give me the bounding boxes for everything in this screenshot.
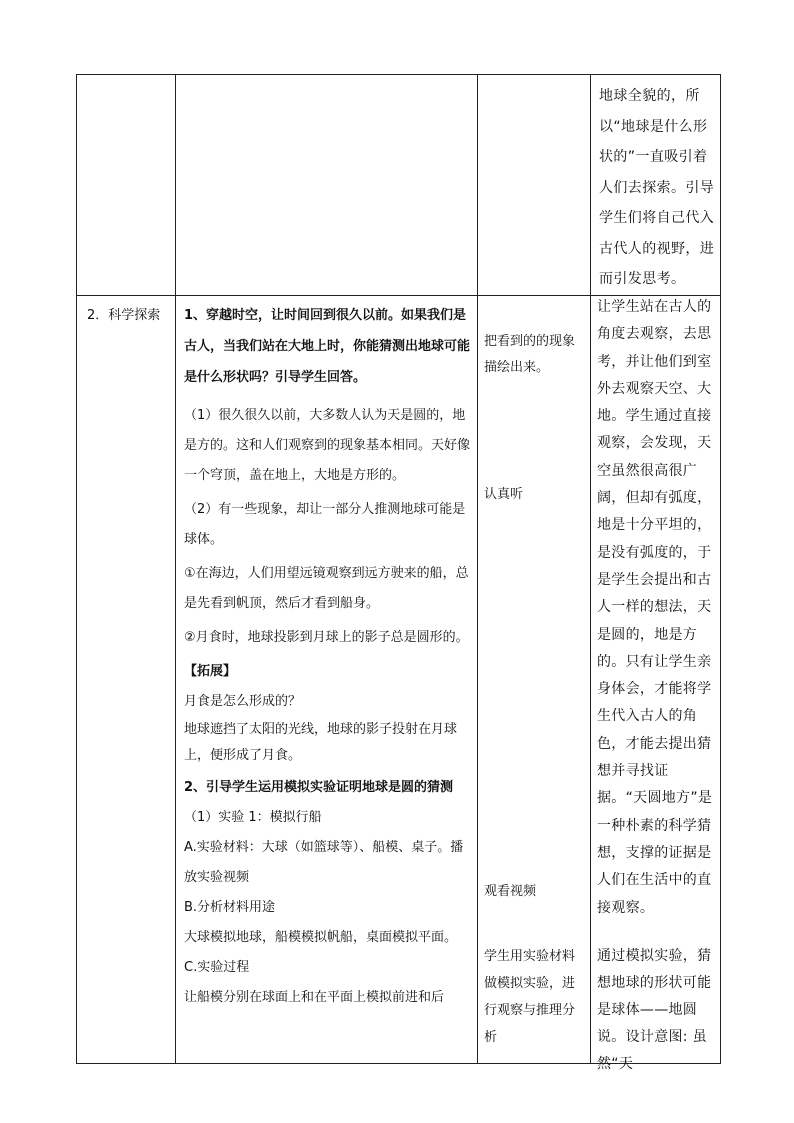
design-intent-cell bbox=[591, 296, 721, 1072]
design-intent-text: 地球全貌的，所以“地球是什么形状的”一直吸引着人们去探索。引导学生们将自己代入古代人的视野，进而引发思考。 bbox=[599, 88, 715, 287]
question-1: 1、穿越时空，让时间回到很久以前。如果我们是古人，当我们站在大地上时，你能猜测出地球可能是什么形状吗？引导学生回答。 bbox=[184, 308, 471, 385]
student-activity-2: 认真听 bbox=[484, 487, 524, 502]
extension-title: 【拓展】 bbox=[184, 664, 237, 679]
experiment-materials: A.实验材料：大球（如篮球等）、船模、桌子。播放实验视频 bbox=[184, 840, 464, 885]
table-row bbox=[77, 296, 721, 1064]
student-activity-4: 学生用实验材料做模拟实验，进行观察与推理分析 bbox=[484, 949, 576, 1045]
student-activity-3: 观看视频 bbox=[484, 884, 537, 899]
extension-answer: 地球遮挡了太阳的光线，地球的影子投射在月球上，便形成了月食。 bbox=[184, 722, 458, 763]
paragraph-4: ②月食时，地球投影到月球上的影子总是圆形的。 bbox=[184, 630, 469, 645]
paragraph-1: （1）很久很久以前，大多数人认为天是圆的，地是方的。这和人们观察到的现象基本相同。天好像一个穹顶，盖在地上，大地是方形的。 bbox=[184, 408, 471, 483]
student-activity-cell bbox=[478, 296, 591, 1064]
student-activity-1: 把看到的的现象描绘出来。 bbox=[484, 334, 576, 375]
paragraph-2: （2）有一些现象，却让一部分人推测地球可能是球体。 bbox=[184, 502, 466, 547]
paragraph-3: ①在海边，人们用望远镜观察到远方驶来的船，总是先看到帆顶，然后才看到船身。 bbox=[184, 566, 469, 611]
material-analysis-title: B.分析材料用途 bbox=[184, 900, 276, 915]
teacher-activity-cell bbox=[176, 75, 478, 296]
design-intent-1: 让学生站在古人的角度去观察，去思考，并让他们到室外去观察天空、大地。学生通过直接观察，会发现，天空虽然很高很广阔，但却有弧度，地是十分平坦的，是没有弧度的，于是学生会提出和古人一样的想法，天是圆的，地是方的。只有让学生亲身体会，才能将学生代入古人的角色，才能去提出猜想并寻找证据。“天圆地方”是一种朴素的科学猜想，支撑的证据是人们在生活中的直接观察。 bbox=[597, 299, 713, 916]
procedure-title: C.实验过程 bbox=[184, 960, 250, 975]
stage-cell bbox=[77, 296, 176, 1064]
design-intent-2: 通过模拟实验，猜想地球的形状可能是球体——地圆说。设计意图: 虽然“天 bbox=[597, 948, 712, 1072]
extension-question: 月食是怎么形成的？ bbox=[184, 694, 302, 709]
table-row bbox=[77, 75, 721, 296]
teacher-activity-content bbox=[176, 296, 477, 1013]
stage-label: 2．科学探索 bbox=[87, 308, 161, 323]
procedure-text: 让船模分别在球面上和在平面上模拟前进和后 bbox=[184, 990, 445, 1005]
stage-cell bbox=[77, 75, 176, 296]
student-activity-cell bbox=[478, 75, 591, 296]
lesson-plan-table bbox=[76, 74, 721, 1072]
teacher-activity-cell bbox=[176, 296, 478, 1064]
material-analysis-text: 大球模拟地球，船模模拟帆船，桌面模拟平面。 bbox=[184, 930, 458, 945]
design-intent-cell bbox=[591, 75, 721, 296]
question-2: 2、引导学生运用模拟实验证明地球是圆的猜测 bbox=[184, 780, 454, 795]
experiment-1-title: （1）实验 1：模拟行船 bbox=[184, 810, 322, 825]
